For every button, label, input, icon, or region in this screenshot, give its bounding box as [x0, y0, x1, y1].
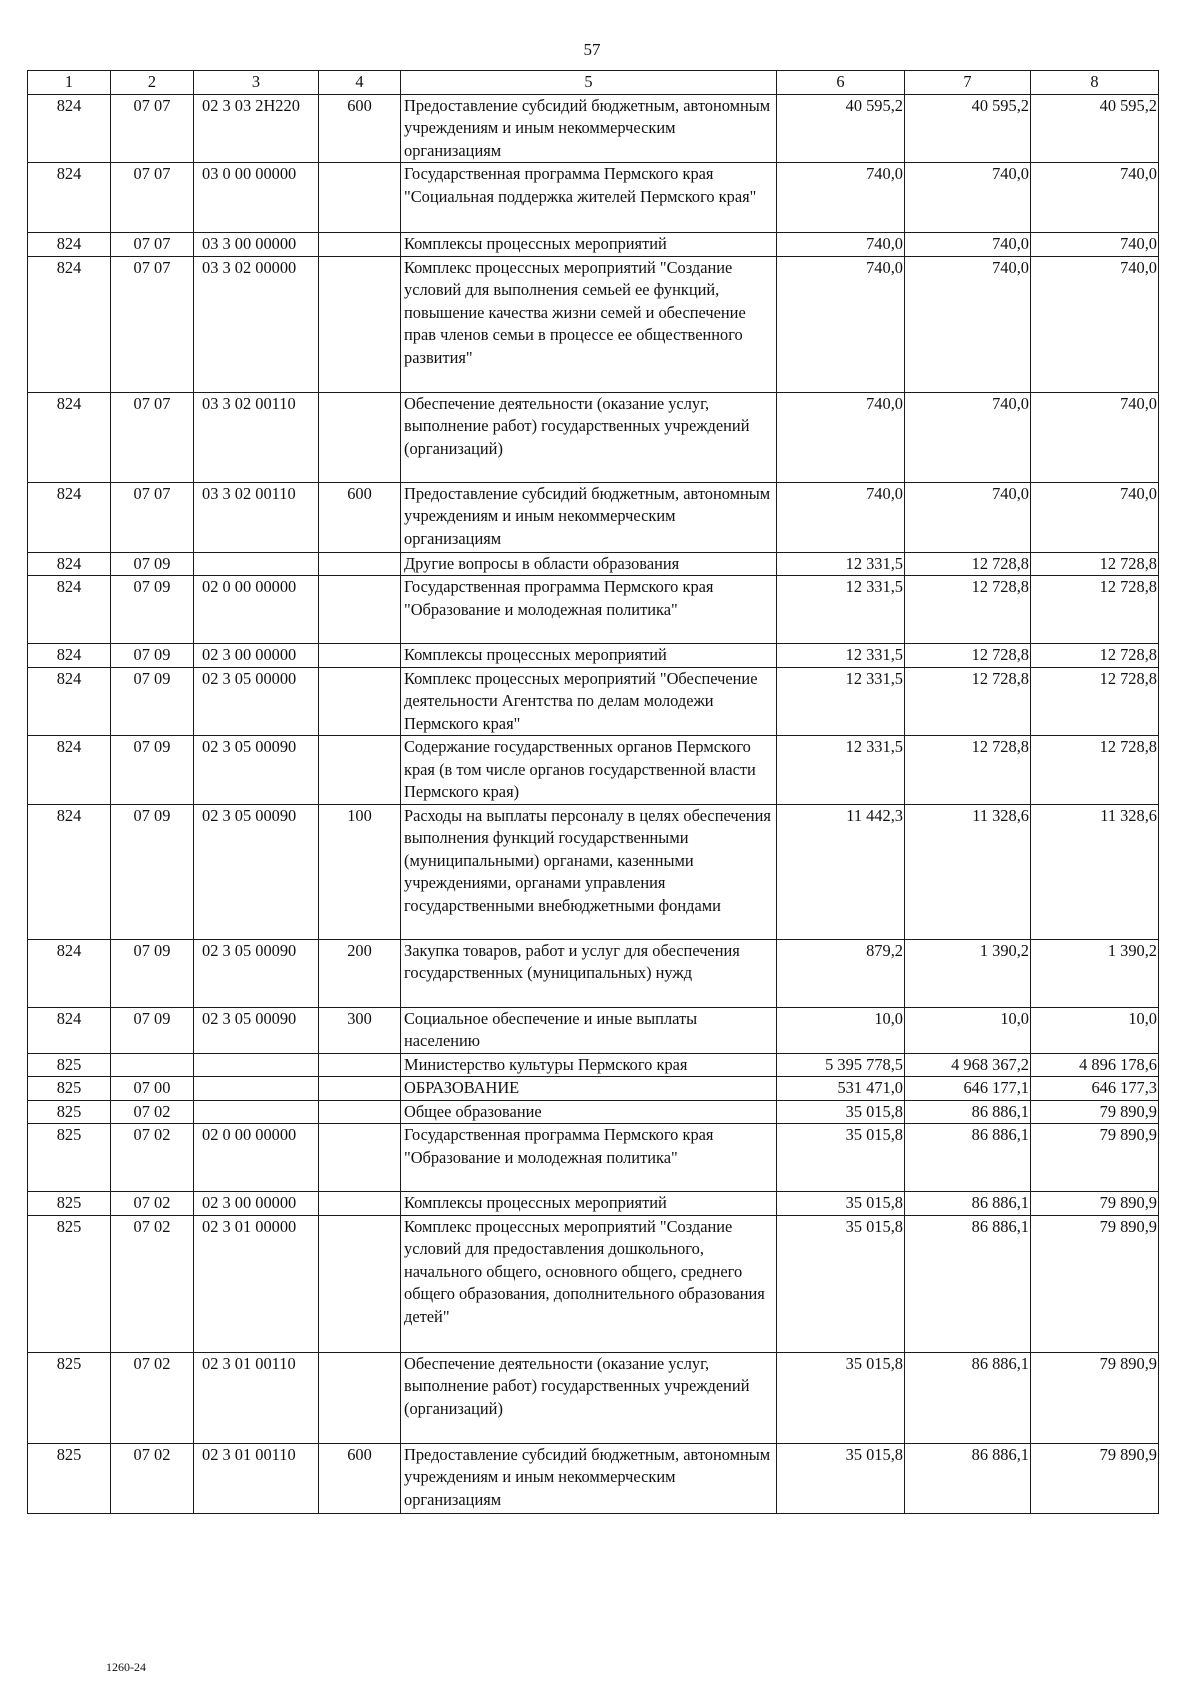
column-number-row [28, 71, 1159, 95]
cell-admin-code: 824 [28, 939, 111, 1007]
cell-description: Министерство культуры Пермского края [401, 1053, 777, 1077]
cell-amount-col7: 12 728,8 [905, 552, 1031, 576]
cell-admin-code: 824 [28, 736, 111, 805]
column-header: 6 [777, 71, 905, 95]
cell-target-code: 02 3 05 00000 [194, 667, 319, 736]
cell-description: Комплексы процессных мероприятий [401, 644, 777, 668]
cell-admin-code: 825 [28, 1352, 111, 1443]
cell-amount-col7: 86 886,1 [905, 1124, 1031, 1192]
cell-amount-col8: 12 728,8 [1031, 644, 1159, 668]
cell-description: Комплекс процессных мероприятий "Обеспечение деятельности Агентства по делам молодежи Пермского края" [401, 667, 777, 736]
column-header: 4 [319, 71, 401, 95]
cell-amount-col7: 646 177,1 [905, 1077, 1031, 1101]
cell-amount-col7: 11 328,6 [905, 804, 1031, 939]
cell-amount-col8: 79 890,9 [1031, 1192, 1159, 1216]
cell-amount-col7: 740,0 [905, 256, 1031, 392]
table-row [28, 667, 1159, 736]
table-row [28, 552, 1159, 576]
table-row [28, 804, 1159, 939]
cell-target-code: 02 0 00 00000 [194, 1124, 319, 1192]
cell-section-code: 07 09 [111, 1007, 194, 1053]
column-header: 3 [194, 71, 319, 95]
cell-description: Закупка товаров, работ и услуг для обеспечения государственных (муниципальных) нужд [401, 939, 777, 1007]
cell-amount-col7: 12 728,8 [905, 644, 1031, 668]
cell-target-code: 02 3 05 00090 [194, 804, 319, 939]
cell-amount-col8: 12 728,8 [1031, 667, 1159, 736]
column-header: 2 [111, 71, 194, 95]
cell-amount-col8: 11 328,6 [1031, 804, 1159, 939]
page-number: 57 [583, 40, 601, 59]
column-header: 8 [1031, 71, 1159, 95]
cell-expense-type [319, 163, 401, 233]
cell-amount-col6: 35 015,8 [777, 1124, 905, 1192]
cell-admin-code: 824 [28, 163, 111, 233]
cell-amount-col7: 740,0 [905, 163, 1031, 233]
cell-amount-col8: 79 890,9 [1031, 1215, 1159, 1352]
cell-section-code: 07 07 [111, 163, 194, 233]
cell-description: Комплексы процессных мероприятий [401, 1192, 777, 1216]
cell-admin-code: 824 [28, 392, 111, 482]
cell-amount-col8: 40 595,2 [1031, 94, 1159, 163]
cell-section-code: 07 09 [111, 644, 194, 668]
cell-target-code [194, 1053, 319, 1077]
cell-admin-code: 824 [28, 552, 111, 576]
cell-target-code: 02 3 00 00000 [194, 1192, 319, 1216]
cell-target-code: 02 3 01 00110 [194, 1443, 319, 1513]
cell-expense-type [319, 644, 401, 668]
cell-section-code: 07 02 [111, 1100, 194, 1124]
cell-target-code: 03 3 02 00000 [194, 256, 319, 392]
cell-amount-col6: 12 331,5 [777, 576, 905, 644]
cell-amount-col6: 10,0 [777, 1007, 905, 1053]
cell-amount-col6: 35 015,8 [777, 1192, 905, 1216]
cell-section-code: 07 09 [111, 667, 194, 736]
table-row [28, 576, 1159, 644]
cell-target-code: 02 0 00 00000 [194, 576, 319, 644]
table-row [28, 1077, 1159, 1101]
cell-admin-code: 825 [28, 1100, 111, 1124]
cell-description: Государственная программа Пермского края "Образование и молодежная политика" [401, 576, 777, 644]
cell-amount-col8: 646 177,3 [1031, 1077, 1159, 1101]
cell-admin-code: 824 [28, 482, 111, 552]
cell-target-code [194, 552, 319, 576]
budget-table [27, 70, 1159, 1514]
cell-description: Обеспечение деятельности (оказание услуг, выполнение работ) государственных учреждений (организаций) [401, 1352, 777, 1443]
table-row [28, 1124, 1159, 1192]
table-row [28, 736, 1159, 805]
cell-admin-code: 825 [28, 1443, 111, 1513]
cell-expense-type: 600 [319, 1443, 401, 1513]
table-row [28, 392, 1159, 482]
cell-amount-col7: 4 968 367,2 [905, 1053, 1031, 1077]
cell-amount-col8: 12 728,8 [1031, 736, 1159, 805]
table-row [28, 163, 1159, 233]
cell-admin-code: 824 [28, 94, 111, 163]
cell-amount-col6: 35 015,8 [777, 1100, 905, 1124]
cell-amount-col7: 86 886,1 [905, 1192, 1031, 1216]
table-row [28, 482, 1159, 552]
table-row [28, 1443, 1159, 1513]
cell-expense-type [319, 552, 401, 576]
table-row [28, 94, 1159, 163]
cell-description: ОБРАЗОВАНИЕ [401, 1077, 777, 1101]
cell-description: Предоставление субсидий бюджетным, автономным учреждениям и иным некоммерческим организациям [401, 1443, 777, 1513]
cell-expense-type [319, 1100, 401, 1124]
cell-amount-col8: 79 890,9 [1031, 1443, 1159, 1513]
cell-target-code [194, 1100, 319, 1124]
cell-amount-col7: 1 390,2 [905, 939, 1031, 1007]
table-row [28, 1192, 1159, 1216]
table-body [28, 94, 1159, 1513]
cell-section-code: 07 07 [111, 233, 194, 257]
cell-expense-type: 600 [319, 94, 401, 163]
cell-description: Предоставление субсидий бюджетным, автономным учреждениям и иным некоммерческим организациям [401, 94, 777, 163]
cell-amount-col7: 12 728,8 [905, 736, 1031, 805]
cell-section-code: 07 09 [111, 576, 194, 644]
cell-section-code: 07 09 [111, 736, 194, 805]
cell-amount-col6: 879,2 [777, 939, 905, 1007]
cell-expense-type: 600 [319, 482, 401, 552]
cell-amount-col6: 40 595,2 [777, 94, 905, 163]
table-row [28, 939, 1159, 1007]
cell-expense-type [319, 1215, 401, 1352]
cell-target-code [194, 1077, 319, 1101]
cell-amount-col7: 40 595,2 [905, 94, 1031, 163]
cell-target-code: 02 3 01 00000 [194, 1215, 319, 1352]
cell-amount-col8: 740,0 [1031, 392, 1159, 482]
cell-section-code: 07 02 [111, 1192, 194, 1216]
cell-admin-code: 825 [28, 1215, 111, 1352]
cell-description: Комплекс процессных мероприятий "Создание условий для предоставления дошкольного, начального общего, основного общего, среднего общего образования, дополнительного образования детей" [401, 1215, 777, 1352]
table-row [28, 233, 1159, 257]
cell-target-code: 02 3 01 00110 [194, 1352, 319, 1443]
table-row [28, 256, 1159, 392]
cell-description: Общее образование [401, 1100, 777, 1124]
cell-amount-col6: 11 442,3 [777, 804, 905, 939]
cell-expense-type [319, 233, 401, 257]
cell-target-code: 03 0 00 00000 [194, 163, 319, 233]
cell-amount-col8: 4 896 178,6 [1031, 1053, 1159, 1077]
cell-target-code: 02 3 00 00000 [194, 644, 319, 668]
cell-amount-col6: 740,0 [777, 256, 905, 392]
table-row [28, 1352, 1159, 1443]
cell-target-code: 02 3 05 00090 [194, 1007, 319, 1053]
cell-section-code: 07 07 [111, 482, 194, 552]
cell-amount-col7: 86 886,1 [905, 1215, 1031, 1352]
cell-amount-col8: 79 890,9 [1031, 1100, 1159, 1124]
cell-section-code: 07 02 [111, 1443, 194, 1513]
cell-section-code: 07 02 [111, 1124, 194, 1192]
cell-section-code: 07 09 [111, 552, 194, 576]
cell-expense-type [319, 1124, 401, 1192]
cell-amount-col7: 10,0 [905, 1007, 1031, 1053]
cell-amount-col8: 79 890,9 [1031, 1124, 1159, 1192]
cell-amount-col7: 12 728,8 [905, 667, 1031, 736]
cell-amount-col6: 740,0 [777, 233, 905, 257]
cell-amount-col8: 12 728,8 [1031, 576, 1159, 644]
cell-expense-type [319, 1352, 401, 1443]
cell-expense-type [319, 256, 401, 392]
cell-admin-code: 824 [28, 576, 111, 644]
cell-amount-col8: 740,0 [1031, 163, 1159, 233]
cell-amount-col6: 740,0 [777, 392, 905, 482]
cell-description: Комплексы процессных мероприятий [401, 233, 777, 257]
cell-section-code: 07 02 [111, 1215, 194, 1352]
document-code: 1260-24 [106, 1660, 146, 1674]
cell-amount-col7: 86 886,1 [905, 1100, 1031, 1124]
cell-expense-type: 300 [319, 1007, 401, 1053]
cell-description: Предоставление субсидий бюджетным, автономным учреждениям и иным некоммерческим организациям [401, 482, 777, 552]
cell-expense-type [319, 667, 401, 736]
cell-admin-code: 824 [28, 1007, 111, 1053]
cell-amount-col6: 35 015,8 [777, 1352, 905, 1443]
cell-amount-col8: 740,0 [1031, 256, 1159, 392]
cell-amount-col6: 5 395 778,5 [777, 1053, 905, 1077]
cell-amount-col8: 740,0 [1031, 233, 1159, 257]
cell-amount-col8: 1 390,2 [1031, 939, 1159, 1007]
cell-amount-col6: 35 015,8 [777, 1215, 905, 1352]
cell-expense-type [319, 736, 401, 805]
cell-amount-col7: 12 728,8 [905, 576, 1031, 644]
cell-amount-col7: 740,0 [905, 233, 1031, 257]
cell-admin-code: 825 [28, 1077, 111, 1101]
cell-description: Другие вопросы в области образования [401, 552, 777, 576]
cell-amount-col7: 740,0 [905, 392, 1031, 482]
cell-target-code: 02 3 05 00090 [194, 939, 319, 1007]
cell-section-code: 07 02 [111, 1352, 194, 1443]
cell-target-code: 03 3 00 00000 [194, 233, 319, 257]
cell-description: Обеспечение деятельности (оказание услуг, выполнение работ) государственных учреждений (организаций) [401, 392, 777, 482]
cell-amount-col6: 12 331,5 [777, 667, 905, 736]
cell-admin-code: 824 [28, 667, 111, 736]
cell-amount-col6: 740,0 [777, 482, 905, 552]
cell-expense-type [319, 1192, 401, 1216]
cell-section-code: 07 07 [111, 94, 194, 163]
cell-description: Расходы на выплаты персоналу в целях обеспечения выполнения функций государственными (муниципальными) органами, казенными учреждениями, органами управления государственными внебюджетными фондами [401, 804, 777, 939]
cell-amount-col6: 12 331,5 [777, 644, 905, 668]
cell-admin-code: 824 [28, 644, 111, 668]
table-row [28, 1053, 1159, 1077]
cell-amount-col7: 740,0 [905, 482, 1031, 552]
cell-section-code: 07 00 [111, 1077, 194, 1101]
cell-amount-col6: 12 331,5 [777, 736, 905, 805]
cell-amount-col6: 12 331,5 [777, 552, 905, 576]
table-row [28, 1007, 1159, 1053]
cell-amount-col8: 10,0 [1031, 1007, 1159, 1053]
cell-admin-code: 825 [28, 1192, 111, 1216]
column-header: 7 [905, 71, 1031, 95]
cell-section-code: 07 07 [111, 392, 194, 482]
cell-admin-code: 824 [28, 233, 111, 257]
cell-admin-code: 825 [28, 1053, 111, 1077]
cell-target-code: 03 3 02 00110 [194, 482, 319, 552]
cell-amount-col6: 531 471,0 [777, 1077, 905, 1101]
column-header: 5 [401, 71, 777, 95]
cell-amount-col8: 79 890,9 [1031, 1352, 1159, 1443]
cell-amount-col8: 12 728,8 [1031, 552, 1159, 576]
table-row [28, 1100, 1159, 1124]
cell-expense-type: 100 [319, 804, 401, 939]
cell-section-code: 07 09 [111, 804, 194, 939]
cell-amount-col7: 86 886,1 [905, 1443, 1031, 1513]
cell-amount-col7: 86 886,1 [905, 1352, 1031, 1443]
cell-amount-col6: 740,0 [777, 163, 905, 233]
cell-section-code: 07 09 [111, 939, 194, 1007]
cell-description: Содержание государственных органов Пермского края (в том числе органов государственной власти Пермского края) [401, 736, 777, 805]
cell-expense-type [319, 576, 401, 644]
cell-expense-type [319, 1077, 401, 1101]
cell-target-code: 03 3 02 00110 [194, 392, 319, 482]
cell-amount-col8: 740,0 [1031, 482, 1159, 552]
cell-description: Государственная программа Пермского края "Образование и молодежная политика" [401, 1124, 777, 1192]
cell-admin-code: 824 [28, 804, 111, 939]
cell-target-code: 02 3 05 00090 [194, 736, 319, 805]
cell-section-code [111, 1053, 194, 1077]
table-row [28, 1215, 1159, 1352]
cell-amount-col6: 35 015,8 [777, 1443, 905, 1513]
cell-description: Государственная программа Пермского края "Социальная поддержка жителей Пермского края" [401, 163, 777, 233]
cell-expense-type [319, 392, 401, 482]
cell-section-code: 07 07 [111, 256, 194, 392]
column-header: 1 [28, 71, 111, 95]
cell-description: Социальное обеспечение и иные выплаты населению [401, 1007, 777, 1053]
cell-expense-type [319, 1053, 401, 1077]
cell-admin-code: 825 [28, 1124, 111, 1192]
cell-admin-code: 824 [28, 256, 111, 392]
cell-expense-type: 200 [319, 939, 401, 1007]
cell-target-code: 02 3 03 2Н220 [194, 94, 319, 163]
table-row [28, 644, 1159, 668]
cell-description: Комплекс процессных мероприятий "Создание условий для выполнения семьей ее функций, повышение качества жизни семей и обеспечение прав членов семьи в процессе ее общественного развития" [401, 256, 777, 392]
